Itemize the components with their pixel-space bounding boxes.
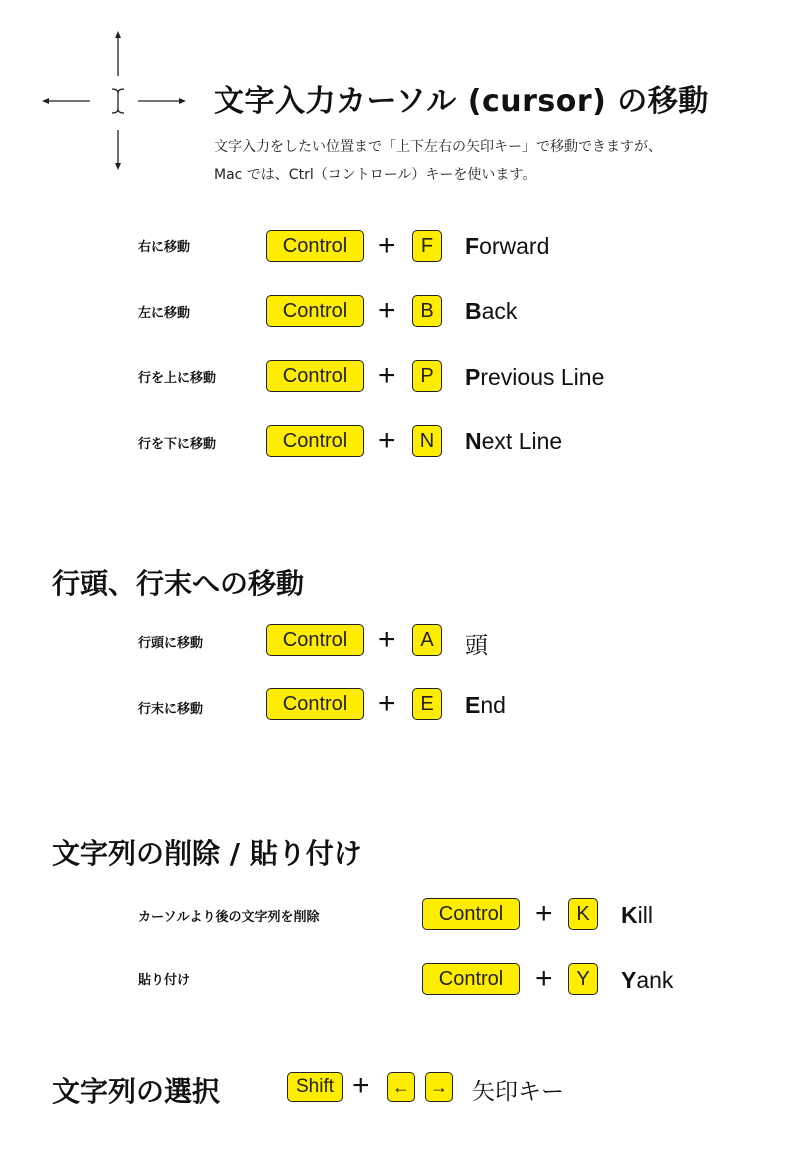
- shortcut-meaning: Yank: [621, 967, 674, 993]
- control-key: Control: [266, 624, 364, 656]
- shortcut-meaning: Forward: [465, 233, 550, 259]
- text-cursor-icon: [40, 28, 190, 173]
- section-title-line-move: 行頭、行末への移動: [52, 567, 305, 600]
- shortcut-label: 行を上に移動: [138, 371, 217, 386]
- letter-key: E: [412, 688, 442, 720]
- shortcut-meaning: Next Line: [465, 428, 563, 454]
- control-key: Control: [266, 425, 364, 457]
- section-title-select: 文字列の選択: [52, 1075, 221, 1108]
- letter-key: N: [412, 425, 442, 457]
- shortcut-meaning: 頭: [465, 632, 488, 658]
- control-key: Control: [266, 360, 364, 392]
- letter-key: Y: [568, 963, 598, 995]
- page-title: 文字入力カーソル (cursor) の移動: [214, 84, 709, 119]
- plus-sign: +: [535, 962, 553, 995]
- plus-sign: +: [378, 359, 396, 392]
- arrow-keys-label: 矢印キー: [472, 1079, 564, 1105]
- shortcut-meaning: Back: [465, 298, 518, 324]
- letter-key: A: [412, 624, 442, 656]
- shortcut-meaning: End: [465, 692, 506, 718]
- shift-key: Shift: [287, 1072, 343, 1102]
- control-key: Control: [266, 230, 364, 262]
- letter-key: F: [412, 230, 442, 262]
- letter-key: K: [568, 898, 598, 930]
- plus-sign: +: [535, 897, 553, 930]
- plus-sign: +: [378, 424, 396, 457]
- left-arrow-key: ←: [387, 1072, 415, 1102]
- control-key: Control: [422, 963, 520, 995]
- plus-sign: +: [378, 229, 396, 262]
- shortcut-label: 行を下に移動: [138, 437, 217, 452]
- shortcut-label: 右に移動: [138, 240, 191, 255]
- shortcut-label: 貼り付け: [138, 973, 191, 988]
- shortcut-meaning: Previous Line: [465, 364, 605, 390]
- right-arrow-key: →: [425, 1072, 453, 1102]
- description-line-2: Mac では、Ctrl（コントロール）キーを使います。: [214, 167, 537, 183]
- shortcut-label: 左に移動: [138, 306, 191, 321]
- shortcut-meaning: Kill: [621, 902, 653, 928]
- shortcut-label: 行頭に移動: [138, 636, 204, 651]
- shortcut-label: カーソルより後の文字列を削除: [138, 910, 320, 925]
- plus-sign: +: [378, 623, 396, 656]
- plus-sign: +: [378, 687, 396, 720]
- plus-sign: +: [378, 294, 396, 327]
- control-key: Control: [266, 295, 364, 327]
- description-line-1: 文字入力をしたい位置まで「上下左右の矢印キー」で移動できますが、: [214, 139, 662, 155]
- control-key: Control: [266, 688, 364, 720]
- plus-sign: +: [352, 1069, 370, 1102]
- control-key: Control: [422, 898, 520, 930]
- letter-key: P: [412, 360, 442, 392]
- section-title-delete-paste: 文字列の削除 / 貼り付け: [52, 837, 362, 870]
- letter-key: B: [412, 295, 442, 327]
- shortcut-label: 行末に移動: [138, 702, 204, 717]
